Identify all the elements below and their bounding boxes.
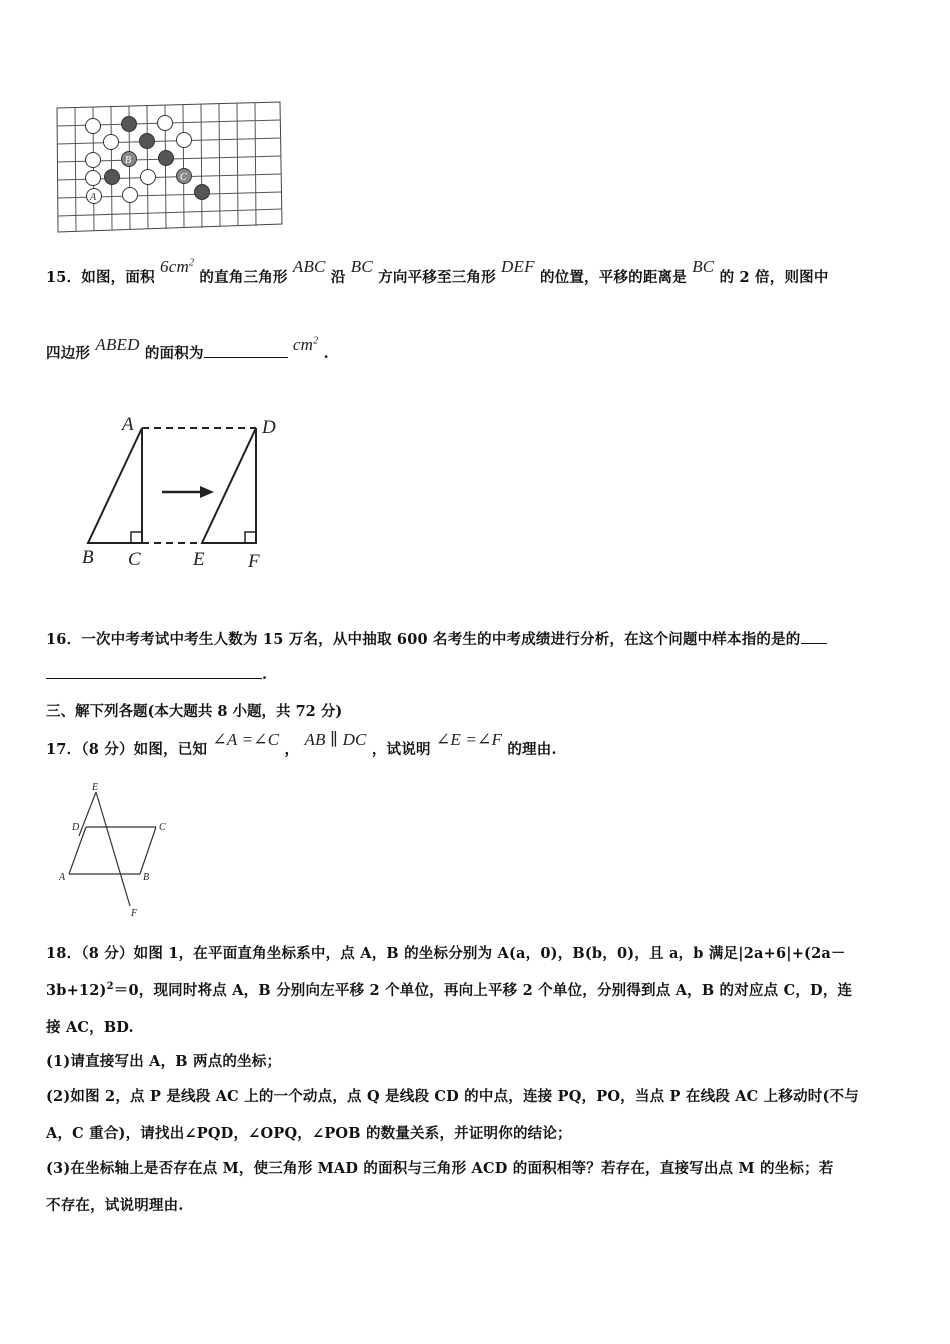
q16-answer-blank [46,678,262,679]
q18-part2-line1: (2)如图 2，点 P 是线段 AC 上的一个动点，点 Q 是线段 CD 的中点，连接 PQ，PO，当点 P 在线段 AC 上移动时(不与 [46,1088,859,1105]
q15-arrow [162,486,214,498]
section-3-heading: 三、解下列各题(本大题共 8 小题，共 72 分) [46,703,343,720]
q15-label-f: F [248,551,260,572]
q15-label-d: D [262,417,276,438]
q15-label-c: C [128,549,141,570]
stone-label-a: A [90,192,97,203]
q15-label-e: E [193,549,205,570]
q16-line2: . [46,666,267,683]
q17-goal: ∠E =∠F [435,730,503,749]
q17-label-e: E [92,782,99,793]
q18-part1: (1)请直接写出 A，B 两点的坐标； [46,1053,282,1070]
go-board-figure [52,98,288,238]
q17-line: 17．（8 分）如图，已知 ∠A =∠C ， AB ∥ DC ，试说明 ∠E =∠F 的理由. [46,730,557,758]
q17-cond2: AB ∥ DC [304,730,367,749]
q18-line2: 3b+12)$^2$＝0，现同时将点 A，B 分别向左平移 2 个单位，再向上平移 2 个单位，分别得到点 A，B 的对应点 C，D，连 [46,981,853,999]
q18-part3-line2: 不存在，试说明理由. [46,1197,184,1214]
q17-label-d: D [72,822,80,833]
q15-number: 15． [46,269,82,286]
q17-label-b: B [143,872,150,883]
q18-line1: 18．（8 分）如图 1，在平面直角坐标系中，点 A，B 的坐标分别为 A(a，0)，B(b，0)，且 a，b 满足|2a+6|+(2a－ [46,945,846,962]
q15-tri2: DEF [501,257,535,276]
q15-label-b: B [82,547,94,568]
q17-cond1: ∠A =∠C [212,730,280,749]
q15-answer-blank [204,357,288,358]
q15-seg2: BC [692,257,715,276]
q15-quad: ABED [95,335,140,354]
q18-part3-line1: (3)在坐标轴上是否存在点 M，使三角形 MAD 的面积与三角形 ACD 的面积相等？若存在，直接写出点 M 的坐标；若 [46,1160,834,1177]
q15-line1: 15．如图，面积 $6cm^2$ 的直角三角形 ABC 沿 BC 方向平移至三角形 DEF 的位置，平移的距离是 BC 的 2 倍，则图中 [46,257,829,286]
q17-figure [56,780,176,920]
stone-label-b: B [125,155,132,166]
q17-label-a: A [59,872,66,883]
q15-tri1: ABC [292,257,326,276]
q15-label-a: A [122,414,134,435]
q17-label-f: F [131,908,138,919]
q16-line1 [46,628,827,649]
q15-line2: 四边形 ABED 的面积为 $cm^2$ . [46,335,329,362]
q17-label-c: C [159,822,166,833]
q16-text: 16．一次中考考试中考生人数为 15 万名，从中抽取 600 名考生的中考成绩进行分析，在这个问题中样本指的是的 [46,631,801,648]
q18-part2-line2: A，C 重合)，请找出∠PQD，∠OPQ，∠POB 的数量关系，并证明你的结论； [46,1125,572,1142]
stone-label-c: C [180,172,187,183]
q15-figure [74,408,294,576]
q15-area: 6cm [160,257,189,276]
q18-line3: 接 AC，BD. [46,1019,134,1036]
q17-number: 17． [46,741,82,758]
q15-seg: BC [350,257,373,276]
